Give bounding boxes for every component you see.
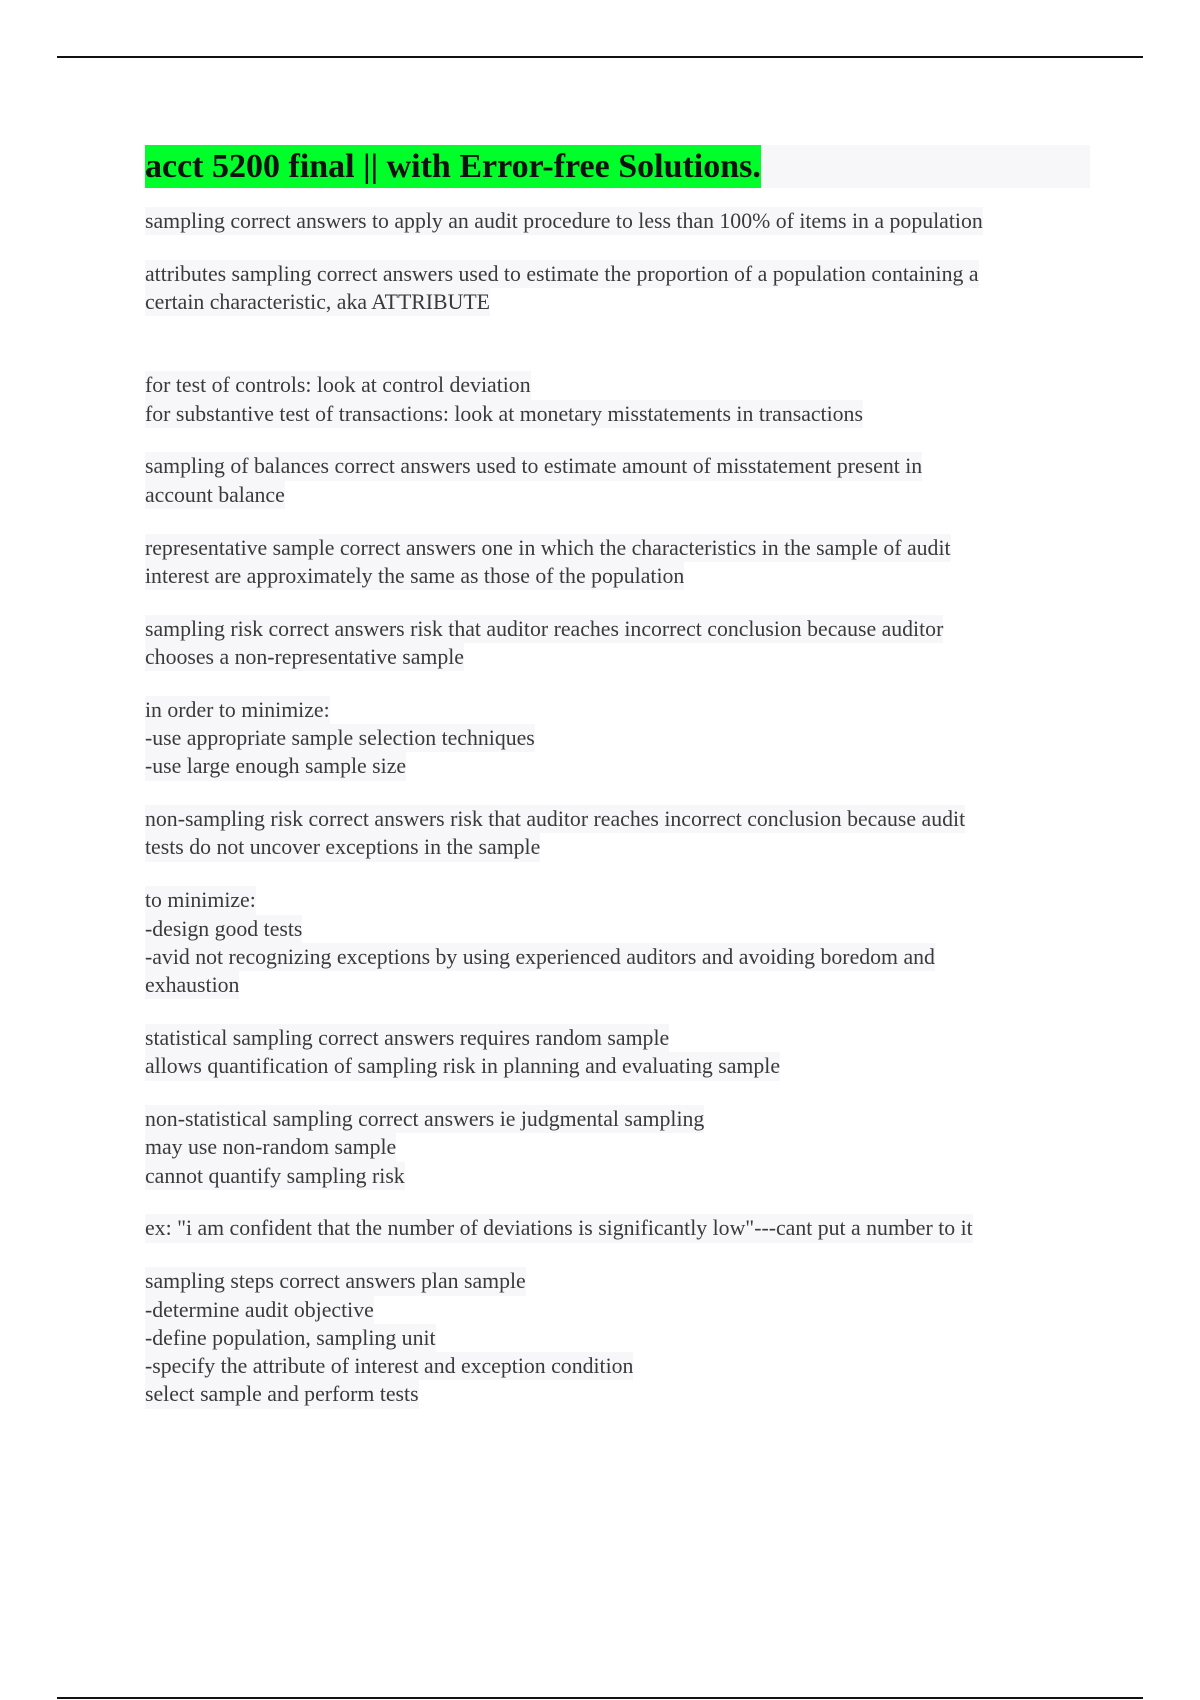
text-line: tests do not uncover exceptions in the sample: [145, 833, 540, 861]
text-line: select sample and perform tests: [145, 1380, 419, 1408]
text-line: in order to minimize:: [145, 696, 330, 724]
entry-non-sampling-risk: [145, 805, 1090, 862]
text-line: -use appropriate sample selection techniques: [145, 724, 535, 752]
document-title: acct 5200 final || with Error-free Solutions.: [145, 145, 761, 188]
title-row: [145, 145, 1090, 188]
text-line: non-statistical sampling correct answers ie judgmental sampling: [145, 1105, 704, 1133]
bottom-rule: [57, 1697, 1143, 1699]
entry-sampling-risk: [145, 615, 1090, 672]
entry-representative-sample: [145, 534, 1090, 591]
text-line: for substantive test of transactions: look at monetary misstatements in transactions: [145, 400, 863, 428]
entry-sampling-of-balances: [145, 452, 1090, 509]
text-line: to minimize:: [145, 886, 256, 914]
text-line: certain characteristic, aka ATTRIBUTE: [145, 288, 490, 316]
text-line: -determine audit objective: [145, 1296, 374, 1324]
text-line: non-sampling risk correct answers risk that auditor reaches incorrect conclusion because audit: [145, 805, 965, 833]
text-line: allows quantification of sampling risk in planning and evaluating sample: [145, 1052, 780, 1080]
text-line: may use non-random sample: [145, 1133, 396, 1161]
entry-attributes-sampling: [145, 260, 1090, 317]
text-line: ex: "i am confident that the number of deviations is significantly low"---cant put a number to it: [145, 1214, 973, 1242]
entry-minimize-non-sampling-risk: [145, 886, 1090, 999]
text-line: exhaustion: [145, 971, 239, 999]
text-line: -use large enough sample size: [145, 752, 406, 780]
text-line: -define population, sampling unit: [145, 1324, 436, 1352]
entry-minimize-sampling-risk: [145, 696, 1090, 781]
text-line: -design good tests: [145, 915, 302, 943]
text-line: account balance: [145, 481, 285, 509]
text-line: sampling risk correct answers risk that auditor reaches incorrect conclusion because auditor: [145, 615, 943, 643]
text-line: for test of controls: look at control deviation: [145, 371, 531, 399]
text-line: attributes sampling correct answers used to estimate the proportion of a population containing a: [145, 260, 979, 288]
text-line: -avid not recognizing exceptions by using experienced auditors and avoiding boredom and: [145, 943, 935, 971]
entry-sampling: [145, 207, 1090, 235]
text-line: representative sample correct answers one in which the characteristics in the sample of audit: [145, 534, 951, 562]
text-line: interest are approximately the same as those of the population: [145, 562, 684, 590]
entry-example-quote: [145, 1214, 1090, 1242]
entry-sampling-steps: [145, 1267, 1090, 1408]
text-line: statistical sampling correct answers requires random sample: [145, 1024, 669, 1052]
text-line: sampling correct answers to apply an audit procedure to less than 100% of items in a population: [145, 207, 983, 235]
entry-statistical-sampling: [145, 1024, 1090, 1081]
entry-test-of-controls: [145, 371, 1090, 428]
text-line: sampling of balances correct answers used to estimate amount of misstatement present in: [145, 452, 922, 480]
text-line: -specify the attribute of interest and exception condition: [145, 1352, 633, 1380]
entry-non-statistical-sampling: [145, 1105, 1090, 1190]
text-line: cannot quantify sampling risk: [145, 1162, 405, 1190]
document-body: [145, 145, 1090, 1433]
text-line: sampling steps correct answers plan sample: [145, 1267, 526, 1295]
top-rule: [57, 56, 1143, 58]
text-line: chooses a non-representative sample: [145, 643, 464, 671]
